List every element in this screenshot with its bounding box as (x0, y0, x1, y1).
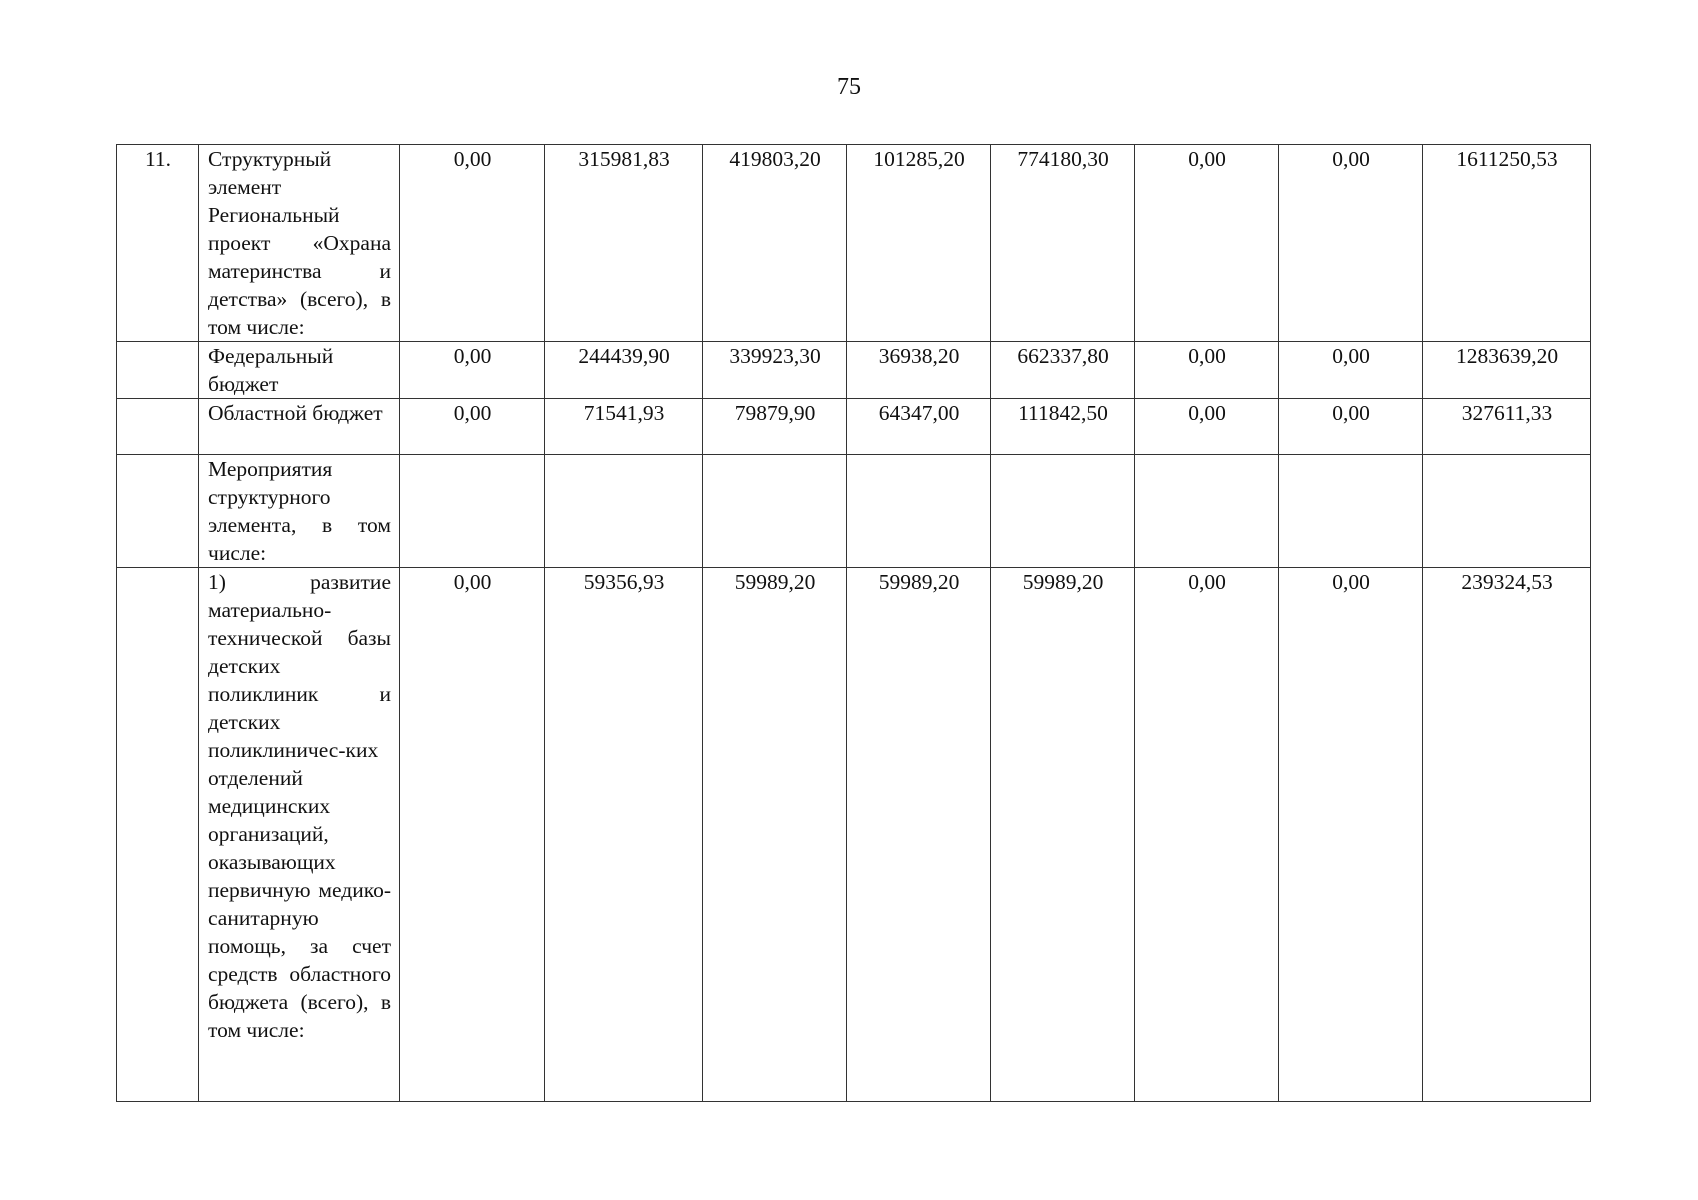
value-cell: 59356,93 (545, 568, 703, 1102)
budget-table (116, 144, 1591, 1102)
value-cell: 59989,20 (991, 568, 1135, 1102)
row-number-cell: 11. (117, 145, 199, 342)
value-cell: 101285,20 (847, 145, 991, 342)
value-cell (1135, 455, 1279, 568)
value-cell: 244439,90 (545, 342, 703, 399)
value-cell: 111842,50 (991, 399, 1135, 455)
row-number-cell (117, 342, 199, 399)
value-cell: 0,00 (1279, 568, 1423, 1102)
value-cell: 0,00 (1279, 342, 1423, 399)
value-cell: 71541,93 (545, 399, 703, 455)
value-cell: 0,00 (1279, 399, 1423, 455)
value-cell: 0,00 (400, 568, 545, 1102)
row-number-cell (117, 455, 199, 568)
value-cell: 79879,90 (703, 399, 847, 455)
value-cell: 0,00 (1279, 145, 1423, 342)
row-number-cell (117, 568, 199, 1102)
value-cell: 1611250,53 (1423, 145, 1591, 342)
table-body (117, 145, 1591, 1102)
value-cell (1423, 455, 1591, 568)
table-row (117, 145, 1591, 342)
value-cell: 1283639,20 (1423, 342, 1591, 399)
value-cell: 774180,30 (991, 145, 1135, 342)
value-cell: 0,00 (400, 342, 545, 399)
table-row (117, 399, 1591, 455)
value-cell: 36938,20 (847, 342, 991, 399)
value-cell: 315981,83 (545, 145, 703, 342)
row-name-cell: Мероприятия структурного элемента, в том числе: (199, 455, 400, 568)
value-cell: 0,00 (1135, 342, 1279, 399)
value-cell: 59989,20 (847, 568, 991, 1102)
value-cell: 0,00 (1135, 145, 1279, 342)
row-name-cell: 1) развитие материально-технической базы детских поликлиник и детских поликлиничес-ких отделений медицинских организаций, оказывающих первичную медико-санитарную помощь, за счет средств областного бюджета (всего), в том числе: (199, 568, 400, 1102)
value-cell (1279, 455, 1423, 568)
value-cell (400, 455, 545, 568)
value-cell: 0,00 (400, 145, 545, 342)
value-cell (991, 455, 1135, 568)
value-cell: 64347,00 (847, 399, 991, 455)
row-name-cell: Областной бюджет (199, 399, 400, 455)
value-cell: 239324,53 (1423, 568, 1591, 1102)
row-name-cell: Структурный элемент Региональный проект «Охрана материнства и детства» (всего), в том числе: (199, 145, 400, 342)
value-cell: 419803,20 (703, 145, 847, 342)
table-row (117, 568, 1591, 1102)
value-cell (703, 455, 847, 568)
row-number-cell (117, 399, 199, 455)
value-cell: 0,00 (1135, 399, 1279, 455)
value-cell: 662337,80 (991, 342, 1135, 399)
value-cell: 339923,30 (703, 342, 847, 399)
table-row (117, 342, 1591, 399)
page-number: 75 (837, 74, 861, 100)
value-cell (545, 455, 703, 568)
value-cell: 0,00 (400, 399, 545, 455)
row-name-cell: Федеральный бюджет (199, 342, 400, 399)
value-cell (847, 455, 991, 568)
value-cell: 327611,33 (1423, 399, 1591, 455)
value-cell: 0,00 (1135, 568, 1279, 1102)
value-cell: 59989,20 (703, 568, 847, 1102)
table-row (117, 455, 1591, 568)
